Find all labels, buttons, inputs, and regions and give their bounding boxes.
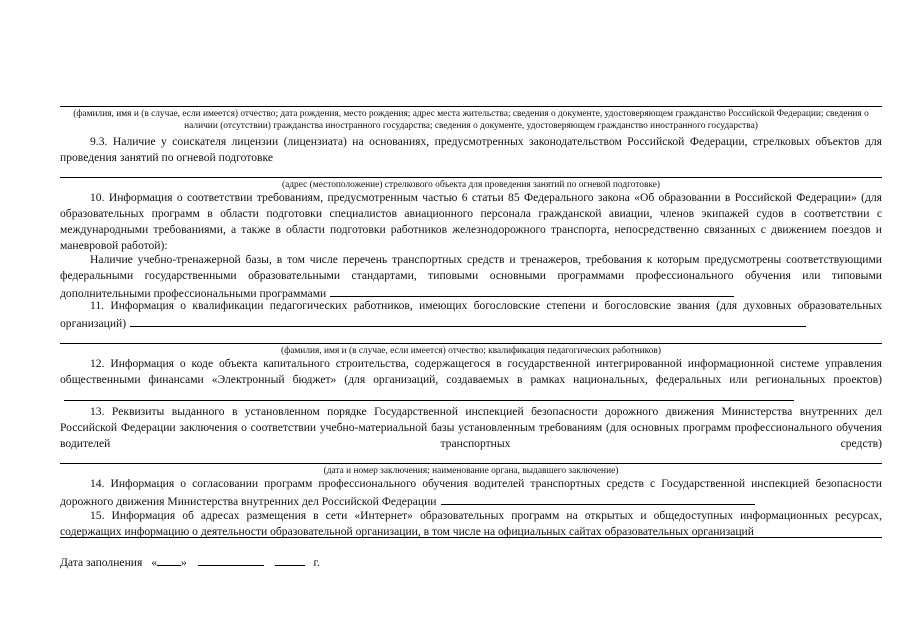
caption-shooting-range: (адрес (местоположение) стрелкового объекта для проведения занятий по огневой подготовке) [282,180,660,190]
item-10-text: 10. Информация о соответствии требованиям, предусмотренным частью 6 статьи 85 Федерального закона «Об образовании в Российской Федерации» (для образовательных программ в области подготовки специалистов авиационного персонала гражданской авиации, членов экипажей судов в соответствии с международными требованиями, а также в области подготовки работников железнодорожного транспорта, непосредственно связанных с движением поездов и маневровой работой): [60,191,882,252]
fill-date-open-quote: « [151,556,158,569]
shooting-range-line[interactable] [60,177,882,178]
item-15-label: 15. Информация об адресах размещения в сети «Интернет» образовательных программ на открытых и общедоступных информационных ресурсах, содержащих информацию о деятельности образовательной организации, в том числе на официальных сайтах образовательных организаций [60,509,882,538]
item-9-3-text [60,134,882,166]
item-14-fill-line[interactable] [441,492,755,505]
item-14-label: 14. Информация о согласовании программ профессионального обучения водителей транспортных средств с Государственной инспекцией безопасности дорожного движения Министерства внутренних дел Российской Федерации [60,477,882,508]
item-9-3-label: 9.3. Наличие у соискателя лицензии (лицензиата) на основаниях, предусмотренных законодательством Российской Федерации, стрелковых объектов для проведения занятий по огневой подготовке [60,135,882,164]
fill-date-month-field[interactable] [198,553,264,566]
caption-conclusion: (дата и номер заключения; наименование органа, выдавшего заключение) [323,466,619,476]
teachers-line[interactable] [60,343,882,344]
caption-person-passport: (фамилия, имя и (в случае, если имеется) отчество; дата рождения, место рождения; адрес места жительства; сведения о документе, удостоверяющем гражданство Российской Федерации; сведения о наличии (отсутствии) гражданства иностранного государства; сведения о документе, удостоверяющем гражданство иностранного государства) [73,109,869,131]
fill-date-label: Дата заполнения [60,556,143,569]
fill-date-day-field[interactable] [157,553,181,566]
caption-teachers: (фамилия, имя и (в случае, если имеется) отчество; квалификация педагогических работников) [281,346,661,356]
fill-date-year-field[interactable] [275,553,305,566]
item-10-base-text [60,252,882,302]
item-14-text [60,476,882,510]
item-12-text [60,356,882,406]
fill-date-year-suffix: г. [313,556,320,569]
person-data-line[interactable] [60,106,882,107]
item-12-fill-line[interactable] [64,388,794,401]
item-11-text [60,298,882,332]
fill-date-close-quote: » [181,556,187,569]
item-10-base-label: Наличие учебно-тренажерной базы, в том числе перечень транспортных средств и тренажеров, требования к которым предусмотрены соответствующими федеральными государственными образовательными стандартами, типовыми основными программами профессионального обучения или типовыми дополнительными профессиональными программами [60,253,882,300]
item-15-underline[interactable] [60,537,882,538]
item-11-label: 11. Информация о квалификации педагогических работников, имеющих богословские степени и богословские звания (для духовных образовательных организаций) [60,299,882,330]
conclusion-line[interactable] [60,463,882,464]
fill-date-row [60,553,320,571]
item-11-fill-line[interactable] [130,314,806,327]
item-15-text [60,508,882,540]
item-10-base-fill-line[interactable] [330,284,734,297]
item-13-text: 13. Реквизиты выданного в установленном порядке Государственной инспекцией безопасности дорожного движения Министерства внутренних дел Российской Федерации заключения о соответствии учебно-материальной базы установленным требованиям (для основных программ профессионального обучения водителей транспортных средств) [60,405,882,450]
application-form-page [60,0,882,640]
item-12-label: 12. Информация о коде объекта капитального строительства, содержащегося в государственной интегрированной информационной системе управления общественными финансами «Электронный бюджет» (для организаций, создаваемых в рамках национальных, федеральных или региональных проектов) [60,357,882,386]
